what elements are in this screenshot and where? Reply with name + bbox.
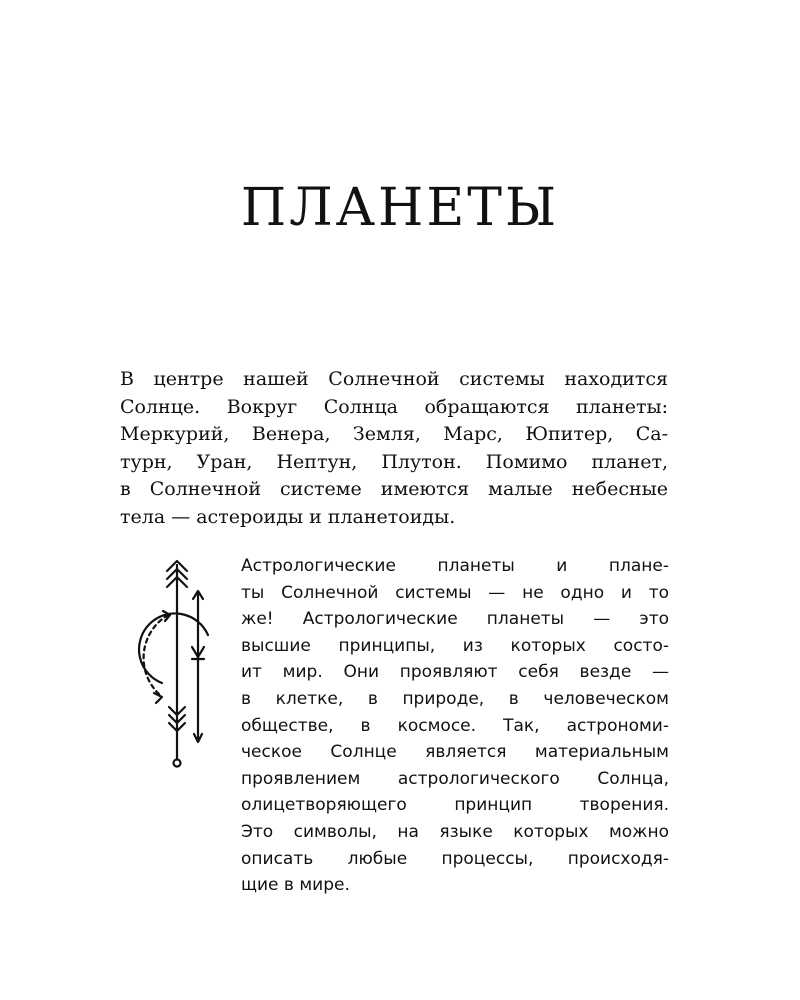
- note-line: высшие принципы, из которых состо-: [241, 635, 669, 656]
- intro-line: тела — астероиды и планетоиды.: [120, 505, 456, 528]
- astrology-note-paragraph: [241, 553, 669, 899]
- note-line: ит мир. Они проявляют себя везде —: [241, 662, 669, 683]
- note-line: проявлением астрологического Солнца,: [241, 768, 669, 789]
- intro-line: в Солнечной системе имеются малые небесные: [120, 478, 668, 500]
- note-line: олицетворяющего принцип творения.: [241, 795, 669, 816]
- note-line: обществе, в космосе. Так, астрономи-: [241, 715, 669, 736]
- note-line: ты Солнечной системы — не одно и то: [241, 582, 669, 603]
- intro-paragraph: [120, 366, 668, 531]
- note-line: щие в мире.: [241, 875, 350, 896]
- note-line: описать любые процессы, происходя-: [241, 848, 669, 869]
- intro-line: Солнце. Вокруг Солнца обращаются планеты:: [120, 395, 668, 418]
- page-title: ПЛАНЕТЫ: [240, 178, 560, 238]
- arrows-circle-glyph-icon: [110, 555, 230, 770]
- note-line: в клетке, в природе, в человеческом: [241, 688, 669, 709]
- intro-line: турн, Уран, Нептун, Плутон. Помимо планет,: [120, 450, 668, 473]
- note-line: же! Астрологические планеты — это: [241, 609, 669, 630]
- note-line: Астрологические планеты и плане-: [241, 556, 669, 576]
- note-line: Это символы, на языке которых можно: [241, 821, 669, 842]
- intro-line: В центре нашей Солнечной системы находится: [120, 368, 668, 390]
- note-line: ческое Солнце является материальным: [241, 742, 669, 763]
- intro-line: Меркурий, Венера, Земля, Марс, Юпитер, Са-: [120, 423, 668, 445]
